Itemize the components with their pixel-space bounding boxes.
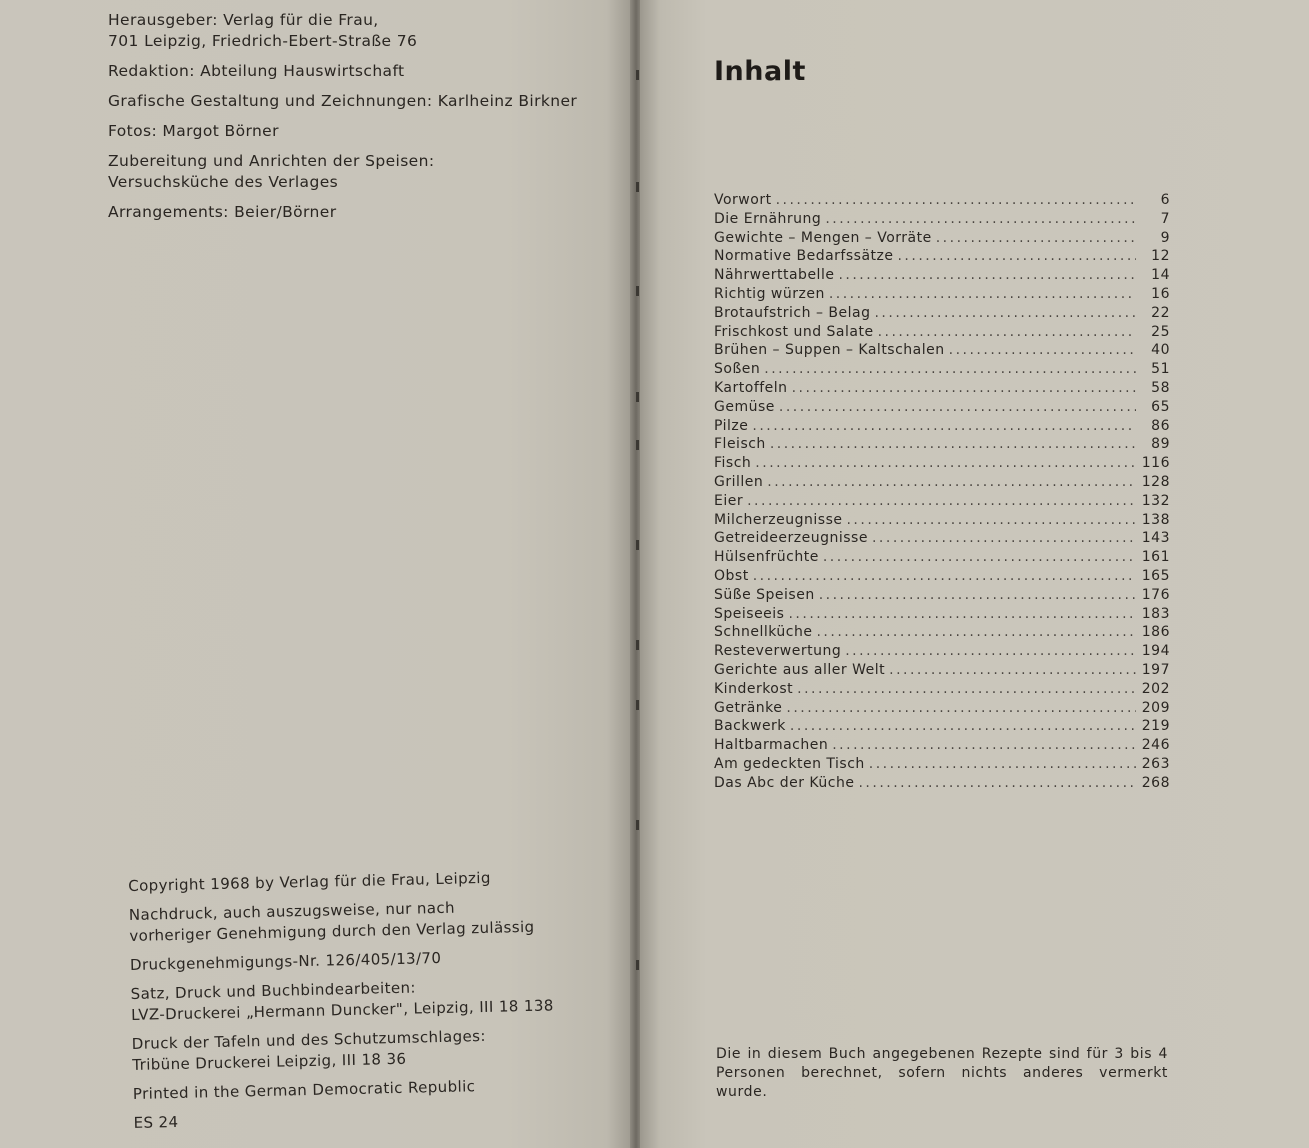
toc-leader-dots (755, 454, 1136, 473)
toc-entry-title: Vorwort (714, 192, 772, 208)
toc-leader-dots (767, 473, 1136, 492)
toc-leader-dots (819, 586, 1136, 605)
toc-entry (714, 454, 1170, 473)
toc-entry-page: 58 (1151, 379, 1170, 396)
toc-leader-dots (823, 548, 1136, 567)
imprint-group (129, 895, 553, 947)
toc-entry-page: 116 (1141, 455, 1170, 472)
imprint-group (132, 1024, 556, 1076)
toc-entry-page: 161 (1141, 549, 1170, 566)
toc-leader-dots (788, 605, 1136, 624)
toc-entry (714, 511, 1170, 530)
imprint-line: ES 24 (133, 1112, 179, 1132)
toc-leader-dots (792, 379, 1136, 398)
toc-leader-dots (872, 529, 1136, 548)
toc-entry-title: Pilze (714, 417, 749, 434)
toc-entry-title: Backwerk (714, 718, 786, 735)
toc-leader-dots (878, 323, 1136, 342)
toc-entry-page: 86 (1151, 417, 1170, 434)
binding-stitch (636, 182, 639, 192)
page-title: Inhalt (714, 56, 806, 87)
toc-leader-dots (846, 511, 1136, 530)
toc-entry-page: 202 (1141, 680, 1170, 697)
toc-entry-title: Hülsenfrüchte (714, 549, 819, 566)
toc-leader-dots (786, 699, 1136, 718)
toc-entry-title: Gewichte – Mengen – Vorräte (714, 229, 932, 246)
toc-entry-page: 7 (1160, 210, 1170, 227)
toc-entry (714, 699, 1170, 718)
toc-entry (714, 229, 1170, 248)
toc-entry (714, 529, 1170, 548)
imprint-line: Redaktion: Abteilung Hauswirtschaft (108, 62, 405, 80)
toc-entry-title: Soßen (714, 361, 761, 378)
imprint-line: LVZ-Druckerei „Hermann Duncker", Leipzig, III 18 138 (130, 996, 554, 1024)
imprint-group (108, 121, 577, 142)
toc-entry (714, 435, 1170, 454)
toc-entry (714, 247, 1170, 266)
imprint-bottom (128, 866, 557, 1142)
toc-entry-title: Resteverwertung (714, 643, 842, 660)
toc-entry-page: 186 (1141, 624, 1170, 641)
toc-entry-title: Brotaufstrich – Belag (714, 304, 871, 321)
toc-entry-title: Die Ernährung (714, 210, 822, 227)
imprint-line: Zubereitung und Anrichten der Speisen: (108, 152, 435, 170)
toc-entry (714, 266, 1170, 285)
toc-leader-dots (874, 304, 1136, 323)
toc-entry (714, 661, 1170, 680)
toc-entry-title: Gerichte aus aller Welt (714, 661, 886, 678)
binding-stitch (636, 820, 639, 830)
toc-entry-title: Kartoffeln (714, 379, 788, 396)
toc-entry-page: 194 (1141, 643, 1170, 660)
imprint-line: vorheriger Genehmigung durch den Verlag zulässig (129, 917, 535, 945)
toc-entry-page: 219 (1141, 718, 1170, 735)
toc-entry-page: 246 (1141, 737, 1170, 754)
toc-entry-page: 25 (1151, 323, 1170, 340)
toc-entry-page: 14 (1151, 267, 1170, 284)
imprint-group (108, 202, 577, 223)
toc-leader-dots (790, 717, 1136, 736)
toc-leader-dots (764, 360, 1136, 379)
imprint-line: Copyright 1968 by Verlag für die Frau, Leipzig (128, 868, 491, 895)
toc-entry (714, 417, 1170, 436)
toc-entry-title: Getreideerzeugnisse (714, 530, 868, 547)
toc-entry (714, 680, 1170, 699)
imprint-line: 701 Leipzig, Friedrich-Ebert-Straße 76 (108, 32, 418, 50)
imprint-line: Druck der Tafeln und des Schutzumschlages: (131, 1026, 487, 1053)
imprint-line: Arrangements: Beier/Börner (108, 203, 337, 221)
binding-stitch (636, 286, 639, 296)
imprint-line: Fotos: Margot Börner (108, 122, 279, 140)
toc-entry-page: 40 (1151, 342, 1170, 359)
toc-entry (714, 623, 1170, 642)
toc-leader-dots (776, 191, 1136, 210)
toc-leader-dots (949, 341, 1136, 360)
toc-entry-title: Süße Speisen (714, 586, 815, 603)
binding-stitch (636, 392, 639, 402)
toc-entry-title: Frischkost und Salate (714, 323, 874, 340)
toc-entry-page: 268 (1141, 774, 1170, 791)
toc-entry (714, 605, 1170, 624)
toc-entry-page: 128 (1141, 473, 1170, 490)
imprint-top (108, 10, 577, 232)
imprint-line: Nachdruck, auch auszugsweise, nur nach (128, 898, 456, 924)
toc-leader-dots (845, 642, 1136, 661)
toc-entry-page: 22 (1151, 304, 1170, 321)
toc-entry (714, 304, 1170, 323)
imprint-group (108, 151, 577, 193)
toc-entry (714, 567, 1170, 586)
toc-leader-dots (838, 266, 1136, 285)
imprint-group (108, 91, 577, 112)
toc-entry-title: Fleisch (714, 436, 766, 453)
toc-leader-dots (936, 229, 1136, 248)
toc-leader-dots (897, 247, 1136, 266)
toc-entry-page: 12 (1151, 248, 1170, 265)
toc-leader-dots (832, 736, 1136, 755)
toc-entry-title: Haltbarmachen (714, 737, 829, 754)
toc-entry-title: Das Abc der Küche (714, 774, 855, 791)
toc-entry-page: 132 (1141, 492, 1170, 509)
toc-entry-page: 51 (1151, 361, 1170, 378)
toc-entry-title: Gemüse (714, 398, 775, 415)
toc-entry (714, 492, 1170, 511)
binding-stitch (636, 960, 639, 970)
imprint-line: Versuchsküche des Verlages (108, 173, 339, 191)
imprint-line: Satz, Druck und Buchbindearbeiten: (130, 978, 417, 1003)
toc-entry (714, 191, 1170, 210)
toc-entry (714, 642, 1170, 661)
toc-entry-title: Schnellküche (714, 624, 813, 641)
toc-leader-dots (829, 285, 1136, 304)
toc-entry-title: Milcherzeugnisse (714, 511, 843, 528)
toc-entry-title: Normative Bedarfssätze (714, 248, 894, 265)
toc-entry (714, 210, 1170, 229)
toc-leader-dots (797, 680, 1136, 699)
toc-entry (714, 774, 1170, 793)
toc-entry-page: 165 (1141, 567, 1170, 584)
toc-entry-title: Eier (714, 492, 744, 509)
imprint-line: Grafische Gestaltung und Zeichnungen: Karlheinz Birkner (108, 92, 578, 110)
left-page (0, 0, 632, 1148)
toc-entry-page: 209 (1141, 699, 1170, 716)
toc-entry-title: Obst (714, 567, 749, 584)
imprint-group (130, 974, 554, 1026)
servings-note: Die in diesem Buch angegebenen Rezepte sind für 3 bis 4 Personen berechnet, sofern nichts anderes vermerkt wurde. (716, 1046, 1168, 1100)
toc-entry-title: Nährwerttabelle (714, 267, 835, 284)
toc-entry (714, 398, 1170, 417)
toc-entry-title: Am gedeckten Tisch (714, 755, 865, 772)
toc-entry (714, 341, 1170, 360)
table-of-contents (714, 191, 1170, 793)
toc-entry (714, 379, 1170, 398)
toc-leader-dots (889, 661, 1136, 680)
toc-leader-dots (869, 755, 1136, 774)
toc-entry (714, 548, 1170, 567)
toc-entry (714, 755, 1170, 774)
toc-entry-page: 138 (1141, 511, 1170, 528)
binding-stitch (636, 640, 639, 650)
toc-entry-page: 9 (1160, 229, 1170, 246)
toc-leader-dots (770, 435, 1136, 454)
toc-entry-page: 6 (1160, 192, 1170, 208)
toc-entry-page: 263 (1141, 755, 1170, 772)
toc-leader-dots (747, 492, 1136, 511)
imprint-group (130, 945, 553, 976)
toc-entry-page: 143 (1141, 530, 1170, 547)
toc-leader-dots (858, 774, 1136, 793)
toc-entry-title: Kinderkost (714, 680, 794, 697)
imprint-group (108, 10, 577, 52)
imprint-group (108, 61, 577, 82)
toc-entry-title: Fisch (714, 455, 752, 472)
toc-entry-page: 65 (1151, 398, 1170, 415)
toc-entry-page: 183 (1141, 605, 1170, 622)
toc-entry (714, 473, 1170, 492)
toc-entry-title: Grillen (714, 473, 764, 490)
toc-entry-page: 176 (1141, 586, 1170, 603)
toc-entry (714, 717, 1170, 736)
toc-entry (714, 360, 1170, 379)
binding-stitch (636, 440, 639, 450)
toc-entry (714, 736, 1170, 755)
binding-stitch (636, 540, 639, 550)
toc-entry-page: 197 (1141, 661, 1170, 678)
toc-leader-dots (752, 417, 1136, 436)
toc-leader-dots (825, 210, 1136, 229)
toc-entry-title: Speiseeis (714, 605, 785, 622)
toc-leader-dots (816, 623, 1136, 642)
toc-entry-page: 16 (1151, 285, 1170, 302)
imprint-line: Druckgenehmigungs-Nr. 126/405/13/70 (129, 948, 442, 974)
toc-entry (714, 285, 1170, 304)
toc-entry-title: Richtig würzen (714, 285, 825, 302)
imprint-group (133, 1074, 556, 1105)
imprint-group (133, 1103, 556, 1134)
toc-entry (714, 586, 1170, 605)
toc-entry-page: 89 (1151, 436, 1170, 453)
imprint-line: Herausgeber: Verlag für die Frau, (108, 11, 379, 29)
toc-entry-title: Getränke (714, 699, 783, 716)
toc-leader-dots (779, 398, 1136, 417)
imprint-line: Tribüne Druckerei Leipzig, III 18 36 (132, 1049, 407, 1074)
toc-entry (714, 323, 1170, 342)
binding-stitch (636, 70, 639, 80)
toc-leader-dots (753, 567, 1136, 586)
imprint-group (128, 866, 551, 897)
toc-entry-title: Brühen – Suppen – Kaltschalen (714, 342, 945, 359)
binding-stitch (636, 700, 639, 710)
imprint-line: Printed in the German Democratic Republic (132, 1077, 476, 1103)
